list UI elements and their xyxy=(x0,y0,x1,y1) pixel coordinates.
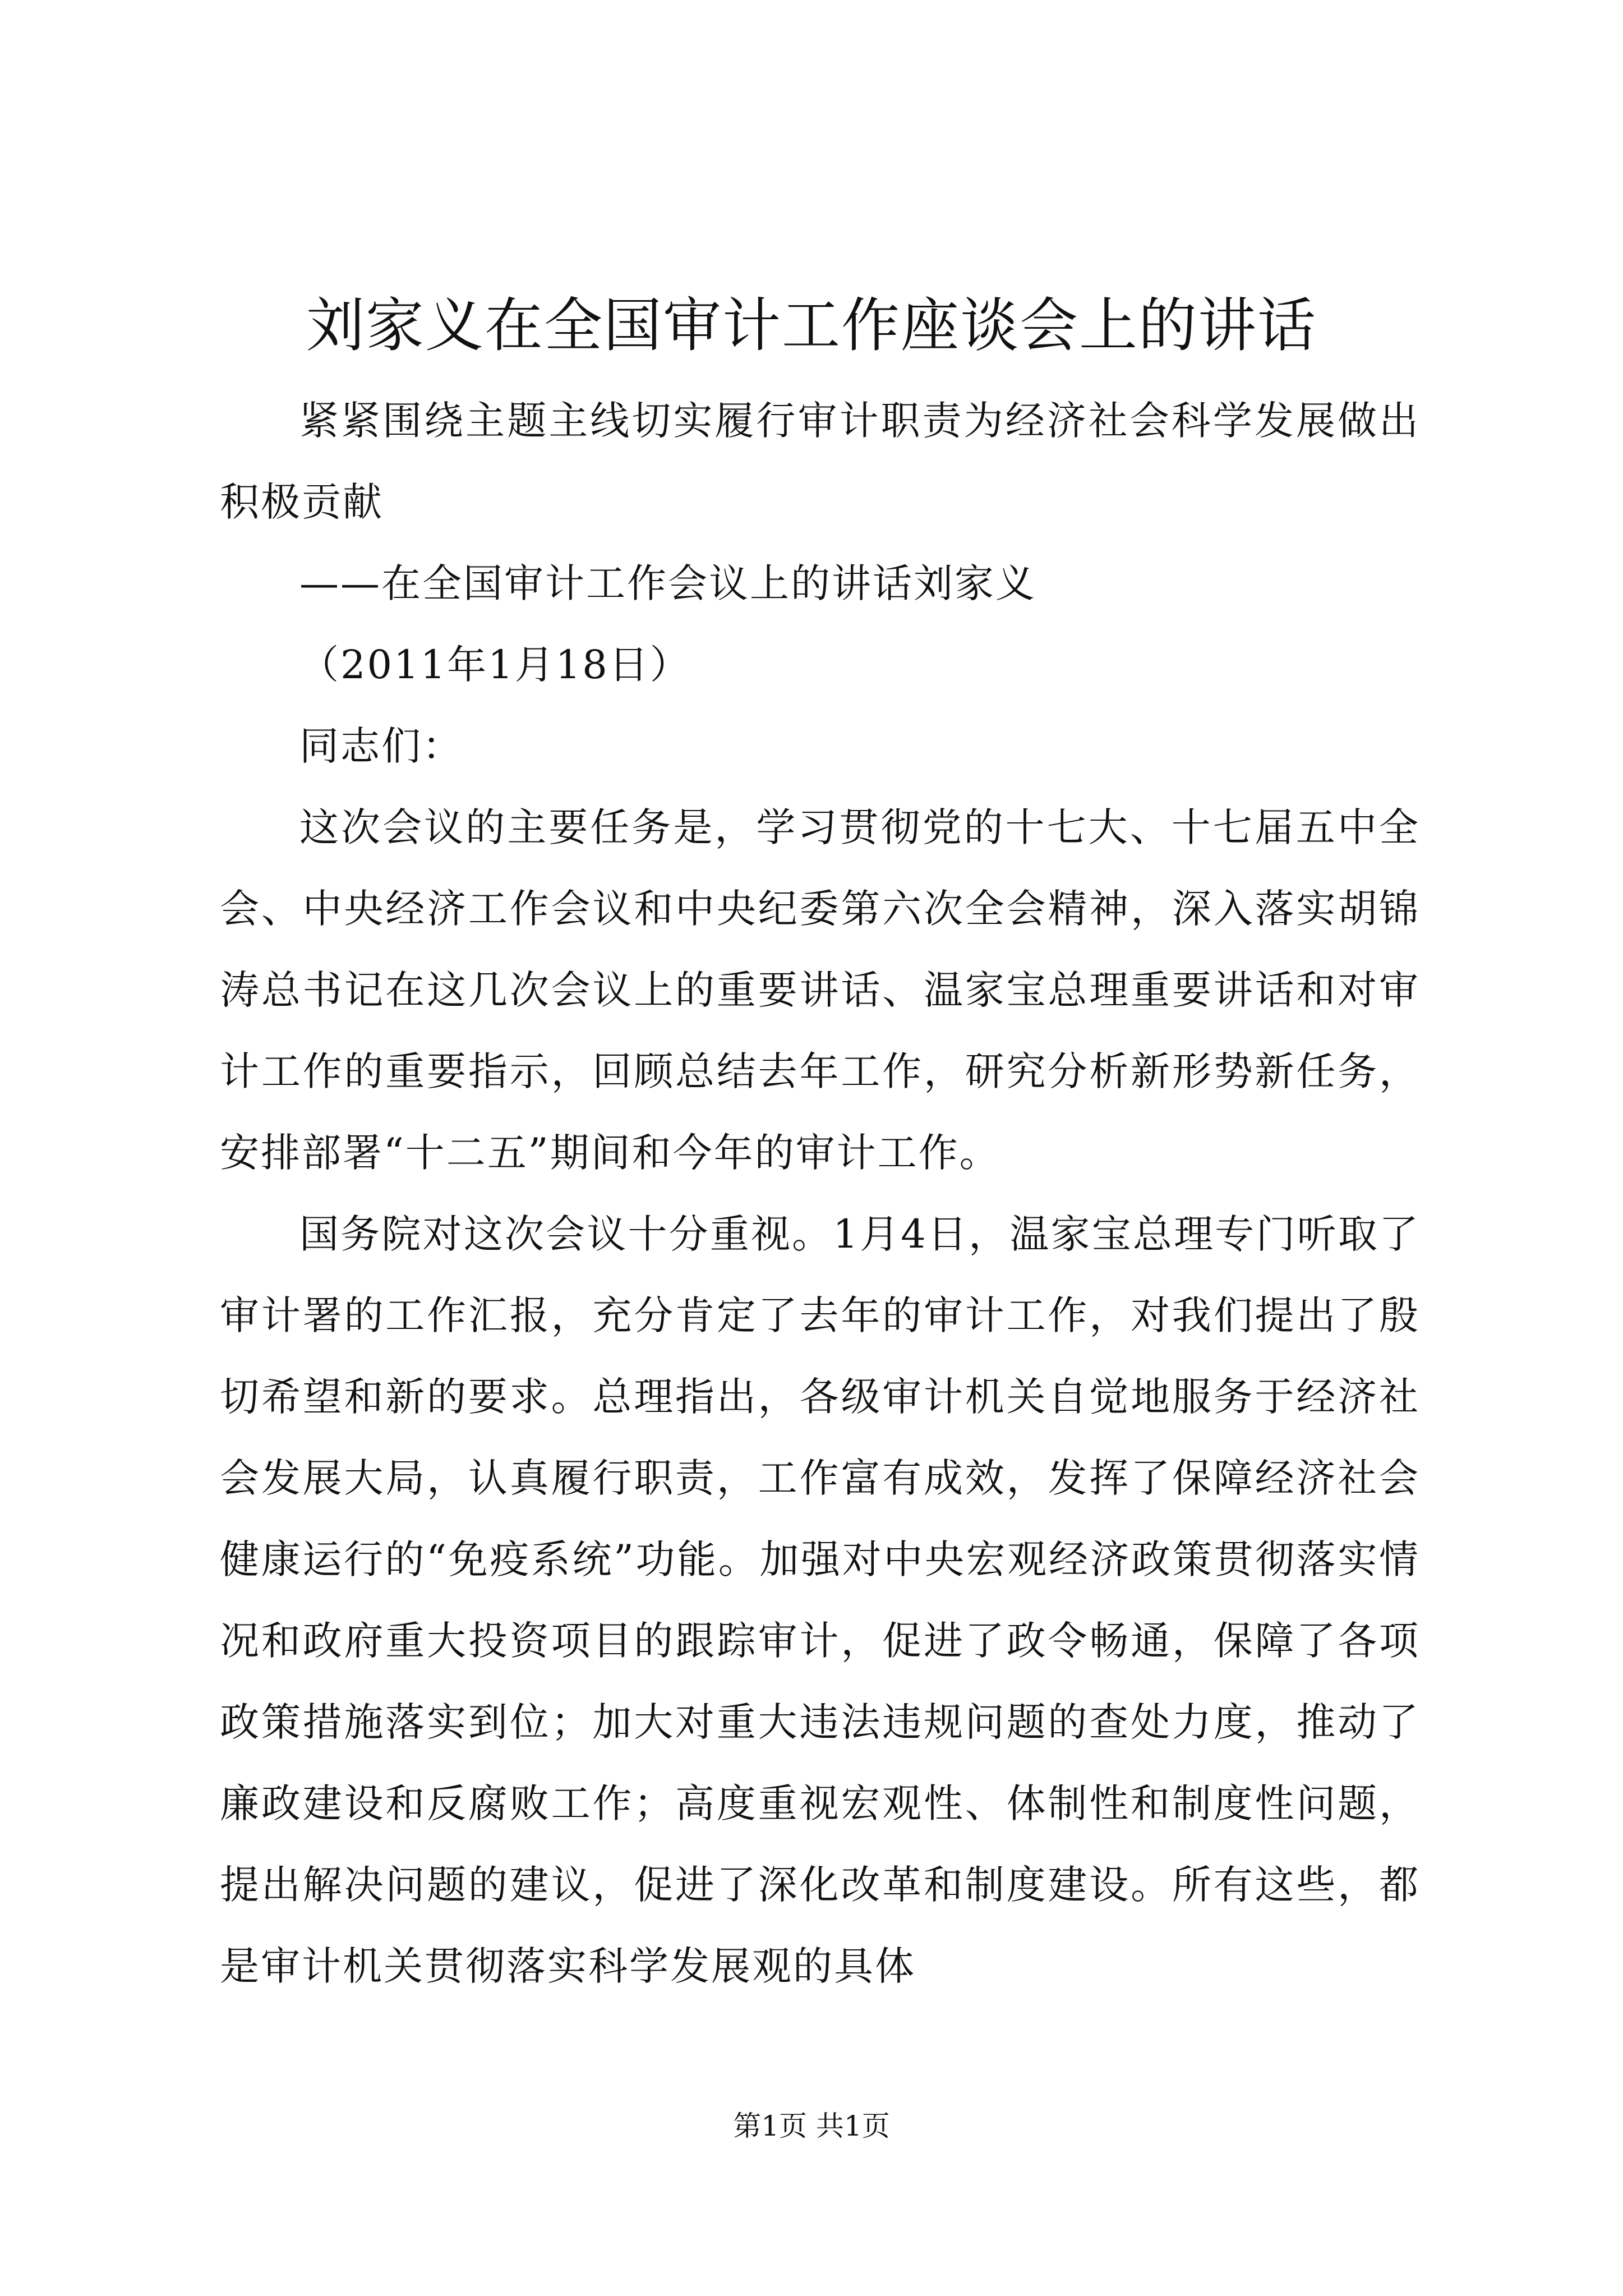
body-paragraph-1: 这次会议的主要任务是，学习贯彻党的十七大、十七届五中全会、中央经济工作会议和中央纪委第六次全会精神，深入落实胡锦涛总书记在这几次会议上的重要讲话、温家宝总理重要讲话和对审计工作的重要指示，回顾总结去年工作，研究分析新形势新任务，安排部署“十二五”期间和今年的审计工作。 xyxy=(220,804,1420,1176)
document-body xyxy=(220,380,1420,2007)
document-date: （2011年1月18日） xyxy=(299,642,691,688)
document-title: 刘家义在全国审计工作座谈会上的讲话 xyxy=(306,291,1317,360)
document-subtitle: 紧紧围绕主题主线切实履行审计职责为经济社会科学发展做出积极贡献 xyxy=(220,398,1420,525)
page-footer: 第1页 共1页 xyxy=(733,2110,890,2142)
document-byline: ——在全国审计工作会议上的讲话刘家义 xyxy=(299,560,1036,606)
document-salutation: 同志们： xyxy=(299,723,463,769)
body-paragraph-2: 国务院对这次会议十分重视。1月4日，温家宝总理专门听取了审计署的工作汇报，充分肯定了去年的审计工作，对我们提出了殷切希望和新的要求。总理指出，各级审计机关自觉地服务于经济社会发展大局，认真履行职责，工作富有成效，发挥了保障经济社会健康运行的“免疫系统”功能。加强对中央宏观经济政策贯彻落实情况和政府重大投资项目的跟踪审计，促进了政令畅通，保障了各项政策措施落实到位；加大对重大违法违规问题的查处力度，推动了廉政建设和反腐败工作；高度重视宏观性、体制性和制度性问题，提出解决问题的建议，促进了深化改革和制度建设。所有这些，都是审计机关贯彻落实科学发展观的具体 xyxy=(220,1211,1420,1989)
